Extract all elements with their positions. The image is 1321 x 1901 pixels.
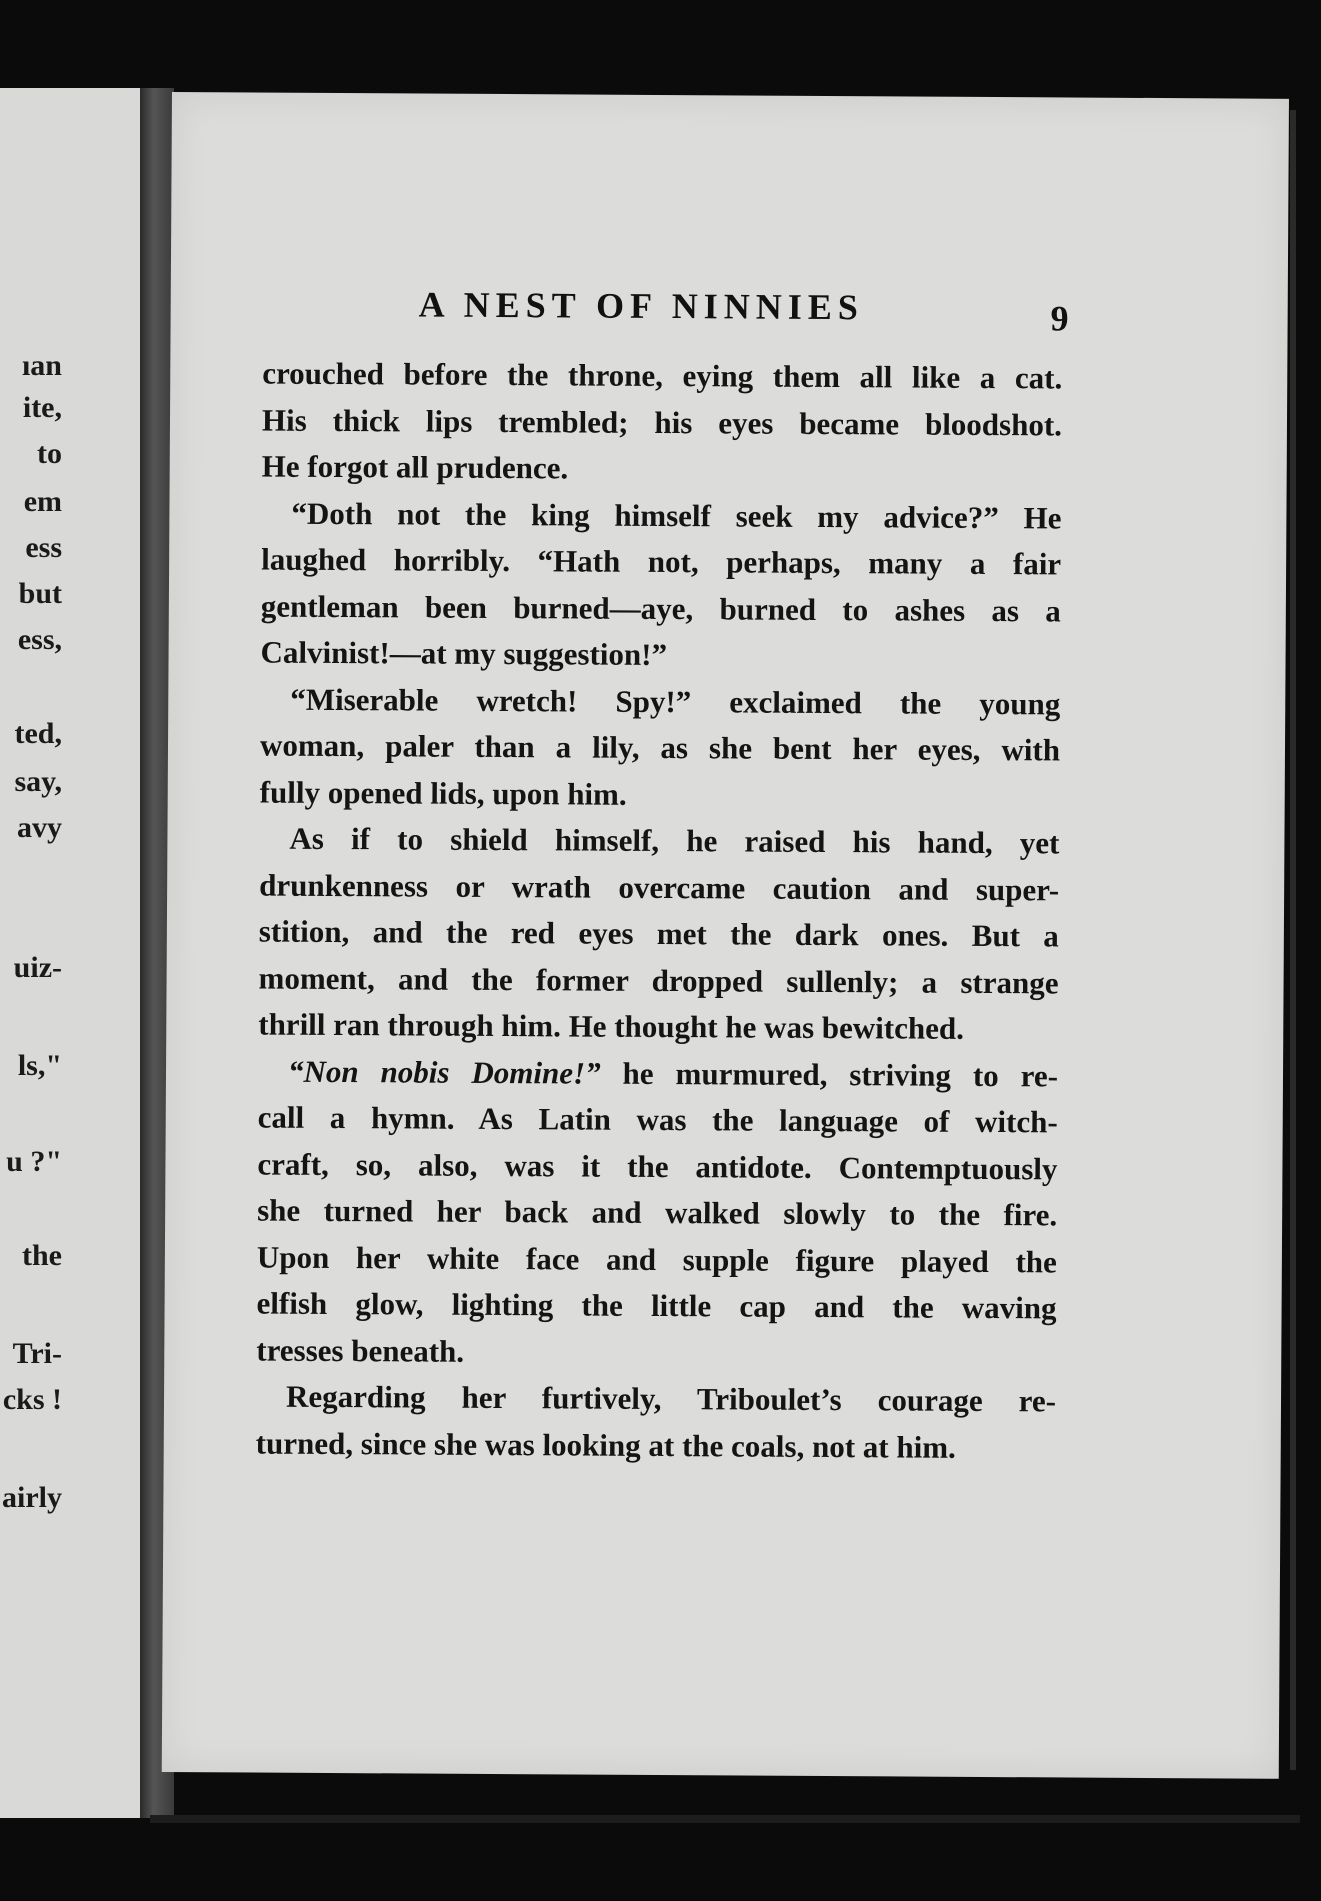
- left-fragment-line: ıan: [21, 349, 62, 382]
- left-page-fragment: [0, 88, 162, 1818]
- left-fragment-line: ess,: [17, 623, 62, 656]
- text-line: call a hymn. As Latin was the language of witch-: [257, 1099, 1058, 1140]
- left-fragment-line: em: [23, 485, 62, 518]
- text-line: laughed horribly. “Hath not, perhaps, many a fair: [261, 541, 1062, 582]
- left-fragment-line: to: [37, 437, 62, 470]
- text-line: Regarding her furtively, Triboulet’s courage re-: [285, 1378, 1057, 1419]
- text-line: craft, so, also, was it the antidote. Contemptuously: [257, 1146, 1058, 1186]
- text-line: drunkenness or wrath overcame caution and super-: [259, 867, 1060, 907]
- text-line: tresses beneath.: [256, 1332, 465, 1369]
- text-line: “Doth not the king himself seek my advice?” He: [291, 495, 1062, 535]
- left-fragment-line: ess: [25, 531, 62, 564]
- text-line: thrill ran through him. He thought he was bewitched.: [258, 1006, 965, 1046]
- text-line: turned, since she was looking at the coals, not at him.: [255, 1425, 956, 1465]
- text-line: crouched before the throne, eying them all like a cat.: [262, 355, 1063, 396]
- left-fragment-line: but: [18, 577, 62, 610]
- book-page: [162, 92, 1289, 1779]
- left-fragment-line: say,: [14, 765, 62, 798]
- left-fragment-line: Tri-: [12, 1337, 62, 1370]
- text-run: he murmured, striving to re-: [600, 1055, 1059, 1093]
- text-line: [258, 1048, 1058, 1099]
- left-fragment-line: the: [22, 1239, 62, 1272]
- text-line: As if to shield himself, he raised his hand, yet: [289, 820, 1060, 861]
- left-fragment-line: ted,: [14, 717, 62, 750]
- latin-quote: “Non nobis Domine!”: [287, 1053, 601, 1091]
- text-line: Calvinist!—at my suggestion!”: [260, 634, 668, 673]
- text-line: He forgot all prudence.: [261, 448, 569, 486]
- left-fragment-line: avy: [17, 811, 62, 844]
- text-line: His thick lips trembled; his eyes became bloodshot.: [261, 402, 1063, 442]
- page-right-edge: [1290, 110, 1296, 1770]
- text-line: stition, and the red eyes met the dark ones. But a: [258, 913, 1059, 954]
- text-line: elfish glow, lighting the little cap and the waving: [256, 1285, 1057, 1326]
- left-fragment-line: ls,": [17, 1049, 62, 1082]
- left-fragment-line: u ?": [6, 1145, 62, 1178]
- text-line: woman, paler than a lily, as she bent her eyes, with: [259, 727, 1061, 768]
- page-number: 9: [1050, 298, 1069, 339]
- text-line: fully opened lids, upon him.: [259, 774, 627, 812]
- running-head: A NEST OF NINNIES: [418, 284, 864, 328]
- text-line: she turned her back and walked slowly to the fire.: [257, 1192, 1058, 1233]
- left-fragment-line: uiz-: [13, 951, 62, 984]
- text-line: gentleman been burned—aye, burned to ashes as a: [260, 588, 1061, 628]
- text-line: Upon her white face and supple figure played the: [256, 1239, 1057, 1279]
- left-fragment-line: airly: [2, 1481, 62, 1514]
- page-body-text: [256, 351, 1063, 1472]
- page-bottom-edge: [150, 1815, 1300, 1823]
- left-fragment-line: cks !: [2, 1383, 62, 1416]
- text-line: “Miserable wretch! Spy!” exclaimed the young: [290, 681, 1061, 721]
- left-fragment-line: ite,: [22, 391, 62, 424]
- text-line: moment, and the former dropped sullenly; a strange: [258, 960, 1059, 1000]
